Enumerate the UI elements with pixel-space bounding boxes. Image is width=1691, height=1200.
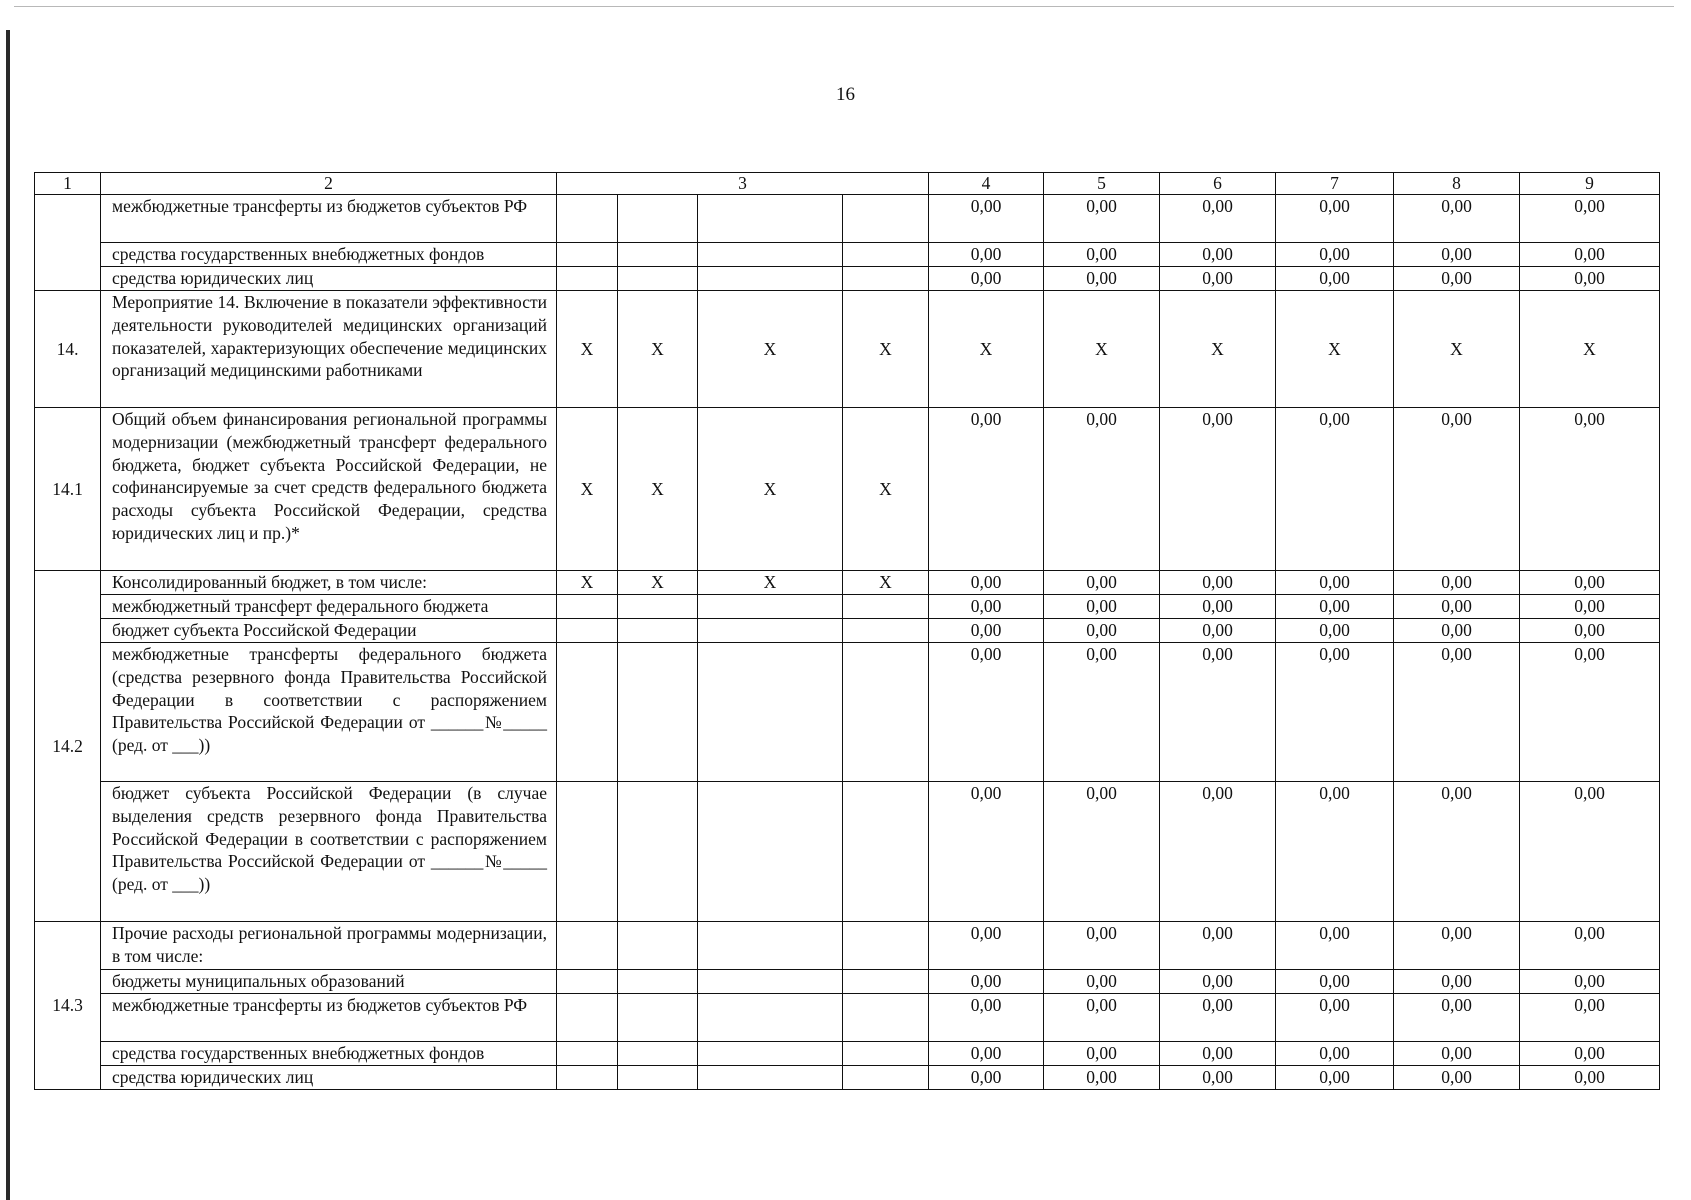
value-cell: 0,00 <box>929 970 1044 994</box>
row-number <box>35 195 101 291</box>
value-cell: 0,00 <box>1044 571 1160 595</box>
col3-cell <box>618 195 698 243</box>
value-cell: 0,00 <box>1394 267 1520 291</box>
row-description: Консолидированный бюджет, в том числе: <box>101 571 557 595</box>
col3-cell <box>843 595 929 619</box>
col3-cell <box>618 243 698 267</box>
value-cell: 0,00 <box>1160 195 1276 243</box>
table-row <box>35 643 1660 782</box>
col3-cell <box>698 619 843 643</box>
col3-cell <box>557 782 618 922</box>
col3-cell <box>618 922 698 970</box>
value-cell: Х <box>1044 291 1160 408</box>
row-number: 14.2 <box>35 571 101 922</box>
row-description: средства государственных внебюджетных фондов <box>101 1042 557 1066</box>
value-cell: 0,00 <box>1520 782 1660 922</box>
table-row <box>35 782 1660 922</box>
row-description: межбюджетный трансферт федерального бюджета <box>101 595 557 619</box>
col3-cell: Х <box>618 408 698 571</box>
col3-cell <box>557 994 618 1042</box>
value-cell: Х <box>1394 291 1520 408</box>
col3-cell <box>618 595 698 619</box>
header-cell: 3 <box>557 173 929 195</box>
value-cell: 0,00 <box>1276 1066 1394 1090</box>
row-number: 14.3 <box>35 922 101 1090</box>
value-cell: 0,00 <box>929 782 1044 922</box>
value-cell: 0,00 <box>1394 195 1520 243</box>
col3-cell: Х <box>843 291 929 408</box>
col3-cell: Х <box>843 408 929 571</box>
col3-cell: Х <box>557 291 618 408</box>
row-description: межбюджетные трансферты из бюджетов субъектов РФ <box>101 195 557 243</box>
row-description: межбюджетные трансферты из бюджетов субъектов РФ <box>101 994 557 1042</box>
col3-cell <box>557 1066 618 1090</box>
table-row <box>35 970 1660 994</box>
financing-table <box>34 172 1660 1090</box>
row-description: средства юридических лиц <box>101 267 557 291</box>
value-cell: 0,00 <box>1044 970 1160 994</box>
header-cell: 9 <box>1520 173 1660 195</box>
value-cell: Х <box>1520 291 1660 408</box>
col3-cell <box>618 267 698 291</box>
col3-cell: Х <box>698 291 843 408</box>
table-row <box>35 1042 1660 1066</box>
col3-cell <box>557 595 618 619</box>
value-cell: 0,00 <box>1394 1066 1520 1090</box>
col3-cell <box>843 922 929 970</box>
col3-cell <box>698 922 843 970</box>
value-cell: 0,00 <box>1160 595 1276 619</box>
row-description: Общий объем финансирования региональной программы модернизации (межбюджетный трансферт федерального бюджета, бюджет субъекта Российской Федерации, не софинансируемые за счет средств федерального бюджета расходы субъекта Российской Федерации, средства юридических лиц и пр.)* <box>101 408 557 571</box>
value-cell: 0,00 <box>1276 408 1394 571</box>
col3-cell: Х <box>698 571 843 595</box>
value-cell: 0,00 <box>1276 1042 1394 1066</box>
value-cell: 0,00 <box>1160 408 1276 571</box>
value-cell: 0,00 <box>1160 782 1276 922</box>
value-cell: 0,00 <box>1160 243 1276 267</box>
table-row <box>35 1066 1660 1090</box>
page-number: 16 <box>836 84 855 105</box>
value-cell: 0,00 <box>1520 408 1660 571</box>
value-cell: 0,00 <box>1044 595 1160 619</box>
col3-cell <box>843 782 929 922</box>
col3-cell <box>698 243 843 267</box>
col3-cell <box>557 1042 618 1066</box>
value-cell: 0,00 <box>1276 595 1394 619</box>
row-number: 14.1 <box>35 408 101 571</box>
table-row <box>35 195 1660 243</box>
col3-cell <box>618 1066 698 1090</box>
value-cell: 0,00 <box>1276 643 1394 782</box>
value-cell: 0,00 <box>1520 243 1660 267</box>
value-cell: 0,00 <box>1044 1066 1160 1090</box>
value-cell: Х <box>1276 291 1394 408</box>
col3-cell <box>618 1042 698 1066</box>
row-description: бюджет субъекта Российской Федерации (в случае выделения средств резервного фонда Правительства Российской Федерации в соответствии с распоряжением Правительства Российской Федерации от ______№_____ (ред. от ___)) <box>101 782 557 922</box>
col3-cell <box>557 267 618 291</box>
col3-cell <box>843 267 929 291</box>
value-cell: 0,00 <box>1044 782 1160 922</box>
col3-cell: Х <box>843 571 929 595</box>
row-description: бюджеты муниципальных образований <box>101 970 557 994</box>
value-cell: 0,00 <box>1044 195 1160 243</box>
header-row <box>35 173 1660 195</box>
value-cell: 0,00 <box>929 643 1044 782</box>
value-cell: 0,00 <box>1520 195 1660 243</box>
value-cell: 0,00 <box>929 619 1044 643</box>
value-cell: 0,00 <box>1276 195 1394 243</box>
row-description: Мероприятие 14. Включение в показатели эффективности деятельности руководителей медицинских организаций показателей, характеризующих обеспечение медицинских организаций медицинскими работниками <box>101 291 557 408</box>
value-cell: 0,00 <box>1044 994 1160 1042</box>
value-cell: 0,00 <box>1520 619 1660 643</box>
col3-cell <box>698 970 843 994</box>
value-cell: Х <box>929 291 1044 408</box>
table-row <box>35 291 1660 408</box>
scan-edge <box>14 6 1674 7</box>
row-description: межбюджетные трансферты федерального бюджета (средства резервного фонда Правительства Российской Федерации в соответствии с распоряжением Правительства Российской Федерации от ______№_____ (ред. от ___)) <box>101 643 557 782</box>
col3-cell <box>843 195 929 243</box>
col3-cell <box>843 243 929 267</box>
table-row <box>35 243 1660 267</box>
value-cell: 0,00 <box>929 267 1044 291</box>
value-cell: 0,00 <box>1520 1042 1660 1066</box>
value-cell: 0,00 <box>1276 571 1394 595</box>
col3-cell <box>618 782 698 922</box>
value-cell: 0,00 <box>1520 571 1660 595</box>
value-cell: 0,00 <box>1160 1042 1276 1066</box>
col3-cell <box>557 922 618 970</box>
value-cell: 0,00 <box>929 408 1044 571</box>
value-cell: 0,00 <box>1276 970 1394 994</box>
row-description: средства государственных внебюджетных фондов <box>101 243 557 267</box>
col3-cell <box>843 1042 929 1066</box>
value-cell: 0,00 <box>1520 922 1660 970</box>
value-cell: 0,00 <box>929 195 1044 243</box>
col3-cell <box>843 1066 929 1090</box>
col3-cell <box>698 1066 843 1090</box>
header-cell: 6 <box>1160 173 1276 195</box>
value-cell: 0,00 <box>929 1066 1044 1090</box>
table-row <box>35 408 1660 571</box>
value-cell: 0,00 <box>1044 643 1160 782</box>
col3-cell <box>698 595 843 619</box>
value-cell: 0,00 <box>1394 243 1520 267</box>
value-cell: 0,00 <box>1520 595 1660 619</box>
value-cell: 0,00 <box>1044 408 1160 571</box>
col3-cell <box>843 643 929 782</box>
col3-cell <box>698 1042 843 1066</box>
header-cell: 7 <box>1276 173 1394 195</box>
value-cell: 0,00 <box>929 243 1044 267</box>
col3-cell <box>843 619 929 643</box>
value-cell: 0,00 <box>1394 571 1520 595</box>
header-cell: 5 <box>1044 173 1160 195</box>
value-cell: 0,00 <box>1044 267 1160 291</box>
table-row <box>35 922 1660 970</box>
value-cell: 0,00 <box>1044 619 1160 643</box>
table-row <box>35 619 1660 643</box>
col3-cell <box>557 619 618 643</box>
col3-cell <box>698 782 843 922</box>
value-cell: 0,00 <box>1276 782 1394 922</box>
value-cell: 0,00 <box>1160 1066 1276 1090</box>
value-cell: 0,00 <box>1394 782 1520 922</box>
row-description: средства юридических лиц <box>101 1066 557 1090</box>
table-row <box>35 571 1660 595</box>
col3-cell <box>557 643 618 782</box>
scan-edge <box>6 30 10 1200</box>
col3-cell <box>843 994 929 1042</box>
col3-cell <box>618 994 698 1042</box>
value-cell: 0,00 <box>1520 1066 1660 1090</box>
value-cell: 0,00 <box>1520 643 1660 782</box>
value-cell: 0,00 <box>929 994 1044 1042</box>
header-cell: 8 <box>1394 173 1520 195</box>
col3-cell <box>618 970 698 994</box>
row-description: Прочие расходы региональной программы модернизации, в том числе: <box>101 922 557 970</box>
value-cell: 0,00 <box>1160 643 1276 782</box>
value-cell: 0,00 <box>1276 243 1394 267</box>
value-cell: 0,00 <box>1160 922 1276 970</box>
value-cell: 0,00 <box>1394 408 1520 571</box>
value-cell: 0,00 <box>929 922 1044 970</box>
col3-cell: Х <box>557 408 618 571</box>
col3-cell <box>557 970 618 994</box>
value-cell: 0,00 <box>1276 267 1394 291</box>
value-cell: 0,00 <box>1044 922 1160 970</box>
table-row <box>35 595 1660 619</box>
col3-cell: Х <box>618 291 698 408</box>
header-cell: 1 <box>35 173 101 195</box>
col3-cell <box>698 195 843 243</box>
row-number: 14. <box>35 291 101 408</box>
header-cell: 2 <box>101 173 557 195</box>
value-cell: 0,00 <box>929 595 1044 619</box>
value-cell: Х <box>1160 291 1276 408</box>
table-row <box>35 994 1660 1042</box>
value-cell: 0,00 <box>1160 619 1276 643</box>
col3-cell <box>698 643 843 782</box>
col3-cell <box>698 994 843 1042</box>
value-cell: 0,00 <box>1044 1042 1160 1066</box>
value-cell: 0,00 <box>1394 922 1520 970</box>
header-cell: 4 <box>929 173 1044 195</box>
value-cell: 0,00 <box>1394 643 1520 782</box>
value-cell: 0,00 <box>1394 1042 1520 1066</box>
value-cell: 0,00 <box>1160 994 1276 1042</box>
value-cell: 0,00 <box>1394 595 1520 619</box>
col3-cell <box>557 243 618 267</box>
value-cell: 0,00 <box>1520 994 1660 1042</box>
value-cell: 0,00 <box>1394 970 1520 994</box>
col3-cell: Х <box>618 571 698 595</box>
table-row <box>35 267 1660 291</box>
col3-cell: Х <box>557 571 618 595</box>
col3-cell <box>618 619 698 643</box>
value-cell: 0,00 <box>1160 267 1276 291</box>
value-cell: 0,00 <box>1276 619 1394 643</box>
row-description: бюджет субъекта Российской Федерации <box>101 619 557 643</box>
value-cell: 0,00 <box>1276 994 1394 1042</box>
col3-cell: Х <box>698 408 843 571</box>
value-cell: 0,00 <box>1394 994 1520 1042</box>
value-cell: 0,00 <box>1044 243 1160 267</box>
value-cell: 0,00 <box>1394 619 1520 643</box>
value-cell: 0,00 <box>1520 970 1660 994</box>
value-cell: 0,00 <box>929 1042 1044 1066</box>
value-cell: 0,00 <box>1520 267 1660 291</box>
value-cell: 0,00 <box>929 571 1044 595</box>
value-cell: 0,00 <box>1276 922 1394 970</box>
col3-cell <box>698 267 843 291</box>
col3-cell <box>843 970 929 994</box>
value-cell: 0,00 <box>1160 970 1276 994</box>
value-cell: 0,00 <box>1160 571 1276 595</box>
col3-cell <box>618 643 698 782</box>
col3-cell <box>557 195 618 243</box>
